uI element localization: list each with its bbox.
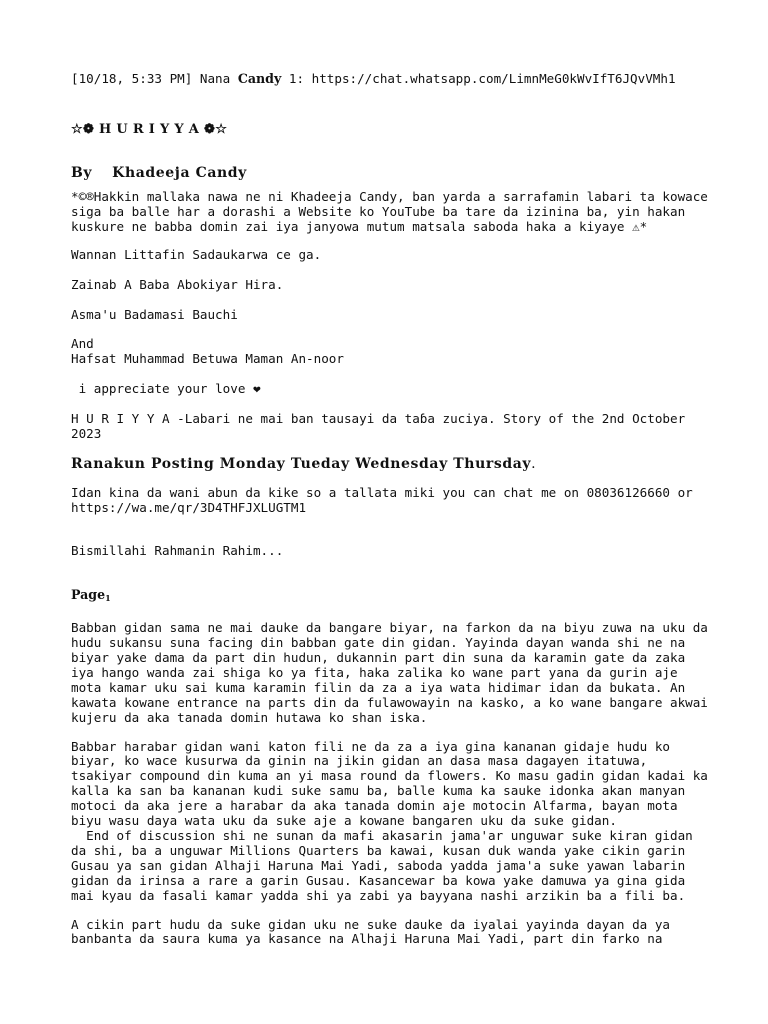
document-page xyxy=(71,71,716,947)
body-paragraph-3: A cikin part hudu da suke gidan uku ne suke dauke da iyalai yayinda dayan da ya banbanta da saura kuma ya kasance na Alhaji Haruna Mai Yadi, part din farko na xyxy=(71,916,678,947)
hafsat-line: Hafsat Muhammad Betuwa Maman An-noor xyxy=(71,351,344,367)
body-paragraph-2: Babbar harabar gidan wani katon fili ne da za a iya gina kananan gidaje hudu ko biyar, ko wace kusurwa da ginin na jikin gidan an dasa masa dagayen itatuwa, tsakiyar compound din kuma an yi masa round da flowers. Ko masu gadin gidan kadai ka kalla ka san ba kananan kudi suke samu ba, balle kuma ka sauke idonka akan manyan motoci da aka jere a harabar da aka tanada domin aje motocin Alfarma, bayan mota biyu wasu daya wata uku da suke aje a kowane bangaren uku da suke gidan. End of discussion shi ne sunan da mafi akasarin jama'ar unguwar suke kiran gidan da shi, ba a unguwar Millions Quarters ba kawai, kusan duk wanda yake cikin garin Gusau ya san gidan Alhaji Haruna Mai Yadi, saboda yadda jama'a suke yawan labarin gidan da irinsa a rare a garin Gusau. Kasancewar ba kowa yake damuwa ya gina gida mai kyau da fasali kamar yadda shi ya zabi ya bayyana nashi arzikin ba a fili ba. xyxy=(71,738,708,903)
byline xyxy=(71,166,711,181)
byline-label: By xyxy=(71,164,93,181)
and-line: And xyxy=(71,336,94,352)
header-link[interactable]: 1: https://chat.whatsapp.com/LimnMeG0kWvIfT6JQvVMh1 xyxy=(281,71,676,86)
byline-author: Khadeeja Candy xyxy=(112,164,247,181)
dedication-line-3: Asma'u Badamasi Bauchi xyxy=(71,307,238,323)
copyright-notice: *©®Hakkin mallaka nawa ne ni Khadeeja Candy, ban yarda a sarrafamin labari ta kowace siga ba balle har a dorashi a Website ko YouTube ba tare da izinina ba, yin hakan kuskure ne babba domin zai iya janyowa mutum matsala saboda haka a kiyaye ⚠* xyxy=(71,188,716,234)
posting-days-dot: . xyxy=(531,455,537,472)
page-label-text: Page xyxy=(71,587,106,603)
posting-days-text: Ranakun Posting Monday Tueday Wednesday Thursday xyxy=(71,455,532,472)
header-name: Candy xyxy=(237,71,282,86)
appreciate-line: i appreciate your love ❤ xyxy=(71,380,261,396)
header-prefix: [10/18, 5:33 PM] Nana xyxy=(71,71,238,86)
posting-days-heading xyxy=(71,457,711,472)
page-label xyxy=(71,588,711,606)
dedication-line-2: Zainab A Baba Abokiyar Hira. xyxy=(71,277,284,293)
story-title: ☆❁ H U R I Y Y A ❁☆ xyxy=(71,121,228,137)
contact-line[interactable]: Idan kina da wani abun da kike so a tallata miki you can chat me on 08036126660 or https://wa.me/qr/3D4THFJXLUGTM1 xyxy=(71,484,701,515)
dedication-line-1: Wannan Littafin Sadaukarwa ce ga. xyxy=(71,247,322,263)
header-line xyxy=(71,72,711,87)
body-paragraph-1: Babban gidan sama ne mai dauke da bangare biyar, na farkon da na biyu zuwa na uku da hudu sukansu suna facing din babban gate din gidan. Yayinda dayan wanda shi ne na biyar yake dama da part din hudun, dukannin part din suna da karamin gate da zaka iya hango wanda zai shiga ko ya fita, haka zalika ko wane part yana da gurin aje mota kamar uku sai kuma karamin filin da za a iya wata hidimar idan da bukata. An kawata kowane entrance na parts din da fulawowayin na kasko, a ko wane bangare akwai kujeru da aka tanada domin hutawa ko shan iska. xyxy=(71,620,716,725)
bismillah-line: Bismillahi Rahmanin Rahim... xyxy=(71,543,284,559)
story-description: H U R I Y Y A -Labari ne mai ban tausayi da taɓa zuciya. Story of the 2nd October 2023 xyxy=(71,410,693,441)
page-label-number: 1 xyxy=(105,593,111,604)
